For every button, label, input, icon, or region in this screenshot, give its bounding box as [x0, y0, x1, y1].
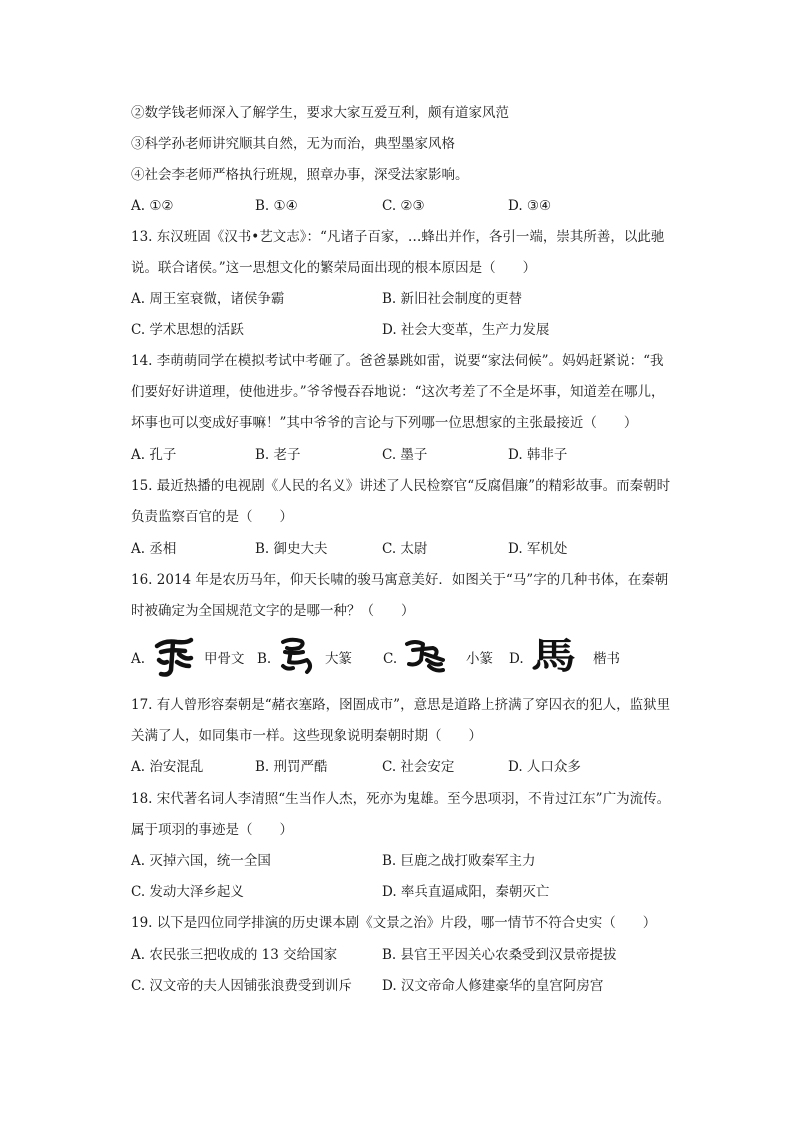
great-seal-horse-glyph: [277, 636, 317, 678]
q13-option-b[interactable]: B. 新旧社会制度的更替: [382, 291, 523, 307]
q12-statement-2: ②数学钱老师深入了解学生，要求大家互爱互利，颇有道家风范: [131, 105, 509, 121]
q17-option-a[interactable]: A. 治安混乱: [131, 759, 204, 775]
q14-stem-line3: 坏事也可以变成好事嘛！”其中爷爷的言论与下列哪一位思想家的主张最接近（ ）: [131, 415, 638, 431]
oracle-bone-horse-glyph: [151, 636, 197, 678]
q13-option-a[interactable]: A. 周王室衰微，诸侯争霸: [131, 291, 285, 307]
q19-option-b[interactable]: B. 县官王平因关心农桑受到汉景帝提拔: [382, 947, 617, 963]
q16-option-c-label: 小篆: [466, 651, 493, 667]
q18-stem-line2: 属于项羽的事迹是（ ）: [131, 822, 293, 838]
q17-option-c[interactable]: C. 社会安定: [382, 759, 455, 775]
q19-option-c[interactable]: C. 汉文帝的夫人因铺张浪费受到训斥: [131, 978, 352, 994]
q13-stem-line2: 说。联合诸侯。”这一思想文化的繁荣局面出现的根本原因是（ ）: [131, 260, 537, 276]
q14-stem-line1: 14. 李萌萌同学在模拟考试中考砸了。爸爸暴跳如雷，说要“家法伺候”。妈妈赶紧说：“我: [131, 353, 664, 369]
q14-option-d[interactable]: D. 韩非子: [508, 447, 568, 463]
q16-option-d-letter[interactable]: D.: [509, 651, 524, 667]
q16-option-c-letter[interactable]: C.: [383, 651, 398, 667]
q12-option-b[interactable]: B. ①④: [255, 198, 298, 214]
regular-script-horse-glyph: 馬: [531, 635, 579, 677]
q16-option-a-letter[interactable]: A.: [131, 651, 146, 667]
q16-option-b-label: 大篆: [325, 651, 352, 667]
q19-option-a[interactable]: A. 农民张三把收成的 13 交给国家: [131, 947, 338, 963]
q19-option-d[interactable]: D. 汉文帝命人修建豪华的皇宫阿房宫: [382, 978, 604, 994]
q18-option-d[interactable]: D. 率兵直逼咸阳，秦朝灭亡: [382, 884, 550, 900]
q14-option-b[interactable]: B. 老子: [255, 447, 301, 463]
q16-option-d-label: 楷书: [593, 651, 620, 667]
q18-option-c[interactable]: C. 发动大泽乡起义: [131, 884, 244, 900]
q16-stem-line2: 时被确定为全国规范文字的是哪一种？（ ）: [131, 603, 415, 619]
q18-stem-line1: 18. 宋代著名词人李清照“生当作人杰，死亦为鬼雄。至今思项羽，不肯过江东”广为流传。: [131, 791, 671, 807]
q19-stem-line1: 19. 以下是四位同学排演的历史课本剧《文景之治》片段，哪一情节不符合史实（ ）: [131, 915, 657, 931]
q12-option-d[interactable]: D. ③④: [508, 198, 552, 214]
q13-option-c[interactable]: C. 学术思想的活跃: [131, 322, 244, 338]
q15-stem-line1: 15. 最近热播的电视剧《人民的名义》讲述了人民检察官“反腐倡廉”的精彩故事。而秦朝时: [131, 478, 671, 494]
q15-option-a[interactable]: A. 丞相: [131, 541, 177, 557]
q16-option-b-letter[interactable]: B.: [257, 651, 272, 667]
q15-stem-line2: 负责监察百官的是（ ）: [131, 509, 293, 525]
q17-stem-line2: 关满了人，如同集市一样。这些现象说明秦朝时期（ ）: [131, 728, 482, 744]
q17-option-d[interactable]: D. 人口众多: [508, 759, 581, 775]
small-seal-horse-glyph: [403, 636, 449, 676]
q18-option-b[interactable]: B. 巨鹿之战打败秦军主力: [382, 853, 536, 869]
q12-option-a[interactable]: A. ①②: [131, 198, 174, 214]
q12-statement-3: ③科学孙老师讲究顺其自然，无为而治，典型墨家风格: [131, 136, 455, 152]
q14-stem-line2: 们要好好讲道理，使他进步。”爷爷慢吞吞地说：“这次考差了不全是坏事，知道差在哪儿，: [131, 384, 665, 400]
q15-option-d[interactable]: D. 军机处: [508, 541, 568, 557]
q12-statement-4: ④社会李老师严格执行班规，照章办事，深受法家影响。: [131, 167, 469, 183]
q18-option-a[interactable]: A. 灭掉六国，统一全国: [131, 853, 271, 869]
q15-option-b[interactable]: B. 御史大夫: [255, 541, 328, 557]
q14-option-c[interactable]: C. 墨子: [382, 447, 428, 463]
q16-stem-line1: 16. 2014 年是农历马年，仰天长啸的骏马寓意美好．如图关于“马”字的几种书体，在秦朝: [131, 572, 669, 588]
q17-stem-line1: 17. 有人曾形容秦朝是“赭衣塞路，囹圄成市”，意思是道路上挤满了穿囚衣的犯人，监狱里: [131, 697, 671, 713]
q14-option-a[interactable]: A. 孔子: [131, 447, 177, 463]
q15-option-c[interactable]: C. 太尉: [382, 541, 428, 557]
q16-script-options: [0, 632, 794, 682]
q12-option-c[interactable]: C. ②③: [382, 198, 425, 214]
q13-option-d[interactable]: D. 社会大变革，生产力发展: [382, 322, 550, 338]
q16-option-a-label: 甲骨文: [204, 651, 245, 667]
q13-stem-line1: 13. 东汉班固《汉书•艺文志》：“凡诸子百家，…蜂出并作，各引一端，崇其所善，以此驰: [131, 229, 665, 245]
q17-option-b[interactable]: B. 刑罚严酷: [255, 759, 328, 775]
